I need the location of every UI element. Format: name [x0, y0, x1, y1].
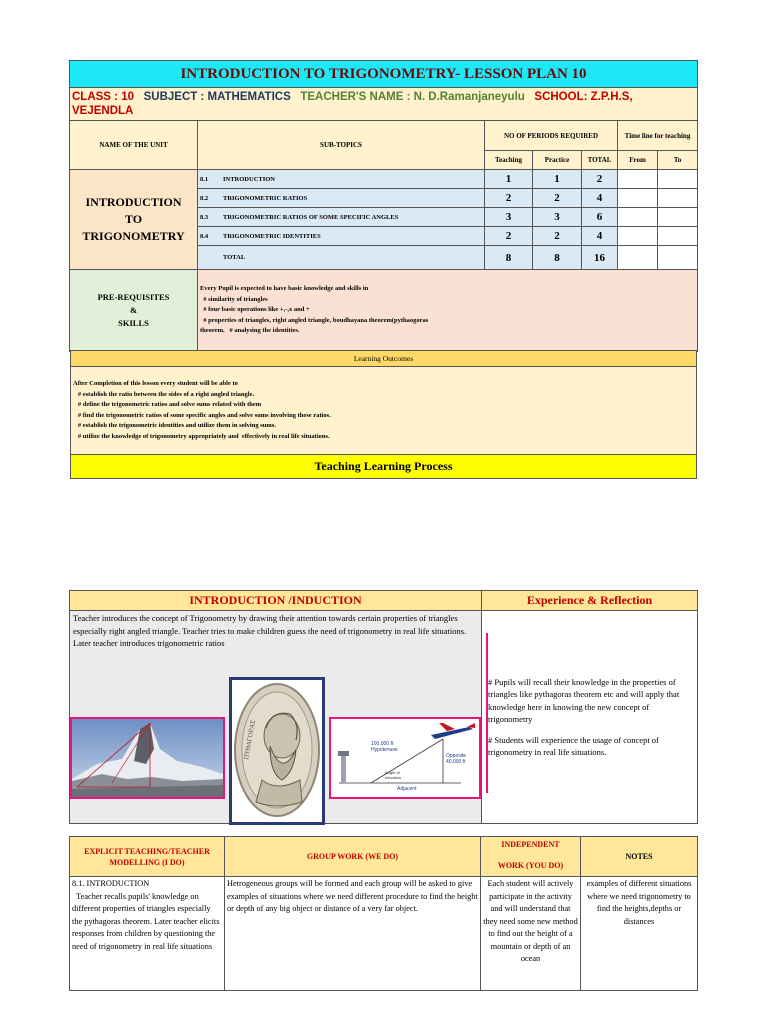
- angle-label: Angle of elevation: [385, 770, 402, 780]
- grand-total: 16: [582, 246, 618, 270]
- to-cell: [658, 246, 698, 270]
- subtopic-row: 8.4 TRIGONOMETRIC IDENTITIES: [198, 227, 485, 246]
- group-work-text: Hetrogeneous groups will be formed and each group will be asked to give examples of situations where we need different procedure to find the height or depth of any big object or distance of a very far object.: [225, 877, 481, 991]
- from-cell: [618, 189, 658, 208]
- introduction-text: Teacher introduces the concept of Trigonometry by drawing their attention towards certain properties of triangles especially right angled triangle. Teacher tries to make children guess the need of trigonometry in real life situations. Later teacher introduces trigonometric ratios: [73, 613, 467, 648]
- introduction-heading: INTRODUCTION /INDUCTION: [70, 591, 482, 611]
- explicit-teaching-header: EXPLICIT TEACHING/TEACHER MODELLING (I DO): [70, 837, 225, 877]
- teaching-value: 1: [485, 170, 533, 189]
- group-work-header: GROUP WORK (WE DO): [225, 837, 481, 877]
- introduction-table: [69, 590, 698, 824]
- total-value: 2: [582, 170, 618, 189]
- total-value: 4: [582, 227, 618, 246]
- prerequisites-label: PRE-REQUISITES & SKILLS: [70, 270, 198, 352]
- to-cell: [658, 170, 698, 189]
- periods-header: NO OF PERIODS REQUIRED: [485, 121, 618, 151]
- teaching-learning-process-heading: Teaching Learning Process: [71, 455, 697, 479]
- learning-outcomes-body: After Completion of this lesson every student will be able to # establish the ratio between the sides of a right angled triangle. # define the trigonometric ratios and solve sums related with them # find the trigonometric ratios of some specific angles and solve sums involving these ratios. # establish the trigonometric identities and utilize them in solving sums. # utilize the knowledge of trigonometry appropriately and effectively in real life situations.: [71, 367, 697, 455]
- from-header: From: [618, 151, 658, 170]
- subtopic-title: 8.1. INTRODUCTION: [72, 879, 150, 888]
- independent-work-text: Each student will actively participate in the activity and will understand that they need some new method to find out the height of a mountain or depth of an ocean: [481, 877, 581, 991]
- hypotenuse-label: Hypotenuse: [371, 747, 398, 753]
- reflection-text-2: # Students will experience the usage of concept of trigonometry in real life situations.: [488, 734, 659, 757]
- from-cell: [618, 170, 658, 189]
- practice-value: 3: [533, 208, 582, 227]
- practice-header: Practice: [533, 151, 582, 170]
- mountain-image: [70, 717, 225, 799]
- divider-line: [486, 633, 488, 793]
- from-cell: [618, 227, 658, 246]
- practice-value: 1: [533, 170, 582, 189]
- total-header: TOTAL: [582, 151, 618, 170]
- explicit-teaching-text: Teacher recalls pupils' knowledge on different properties of triangles especially the pythagoras theorem. Later teacher elicits responses from children by questioning the need of trigonometry in real life situations: [72, 891, 222, 951]
- prerequisites-text: Every Pupil is expected to have basic knowledge and skills in # similarity of triangles # four basic operations like +,-,x and ÷ # properties of triangles, right angled triangle, boudhayana theorem(pythaogoras theorem. # analysing the identities.: [198, 270, 698, 352]
- learning-outcomes-table: [70, 350, 697, 479]
- philosopher-bust-image: [229, 677, 325, 825]
- teaching-header: Teaching: [485, 151, 533, 170]
- adjacent-label: Adjacent: [397, 786, 417, 792]
- svg-text:ΠΥΘΑΓΟΡΑΣ: ΠΥΘΑΓΟΡΑΣ: [243, 719, 257, 761]
- from-cell: [618, 208, 658, 227]
- explicit-teaching-cell: [70, 877, 225, 991]
- school-label: SCHOOL: Z.P.H.S,: [534, 91, 633, 103]
- notes-header: NOTES: [581, 837, 698, 877]
- teaching-value: 2: [485, 227, 533, 246]
- total-row-label: TOTAL: [198, 246, 485, 270]
- total-value: 6: [582, 208, 618, 227]
- practice-total: 8: [533, 246, 582, 270]
- to-cell: [658, 189, 698, 208]
- total-value: 4: [582, 189, 618, 208]
- opposite-label: Opposite: [446, 753, 467, 759]
- subtopic-row: 8.1 INTRODUCTION: [198, 170, 485, 189]
- lesson-title: INTRODUCTION TO TRIGONOMETRY- LESSON PLAN 10: [70, 61, 698, 88]
- hypotenuse-value: 100,000 ft: [371, 741, 394, 747]
- teaching-value: 2: [485, 189, 533, 208]
- practice-value: 2: [533, 227, 582, 246]
- notes-text: examples of different situations where we need trigonometry to find the heights,depths or distances: [581, 877, 698, 991]
- opposite-value: 40,000 ft: [446, 759, 466, 765]
- to-cell: [658, 208, 698, 227]
- learning-outcomes-heading: Learning Outcomes: [71, 351, 697, 367]
- teaching-total: 8: [485, 246, 533, 270]
- teaching-value: 3: [485, 208, 533, 227]
- airplane-diagram: [329, 717, 481, 799]
- subtopic-row: 8.2 TRIGONOMETRIC RATIOS: [198, 189, 485, 208]
- unit-header: NAME OF THE UNIT: [70, 121, 198, 170]
- class-label: CLASS : 10: [72, 91, 134, 103]
- to-cell: [658, 227, 698, 246]
- to-header: To: [658, 151, 698, 170]
- from-cell: [618, 246, 658, 270]
- subtopics-header: SUB-TOPICS: [198, 121, 485, 170]
- introduction-body: [70, 611, 482, 824]
- reflection-body: [482, 611, 698, 824]
- subtopic-row: 8.3 TRIGONOMETRIC RATIOS OF SOME SPECIFIC ANGLES: [198, 208, 485, 227]
- lesson-plan-table: [69, 60, 698, 352]
- unit-name: [70, 170, 198, 270]
- reflection-heading: Experience & Reflection: [482, 591, 698, 611]
- reflection-text-1: # Pupils will recall their knowledge in the properties of triangles like pythagoras theorem etc and will apply that knowledge here in knowing the new concept of trigonometry: [488, 676, 680, 724]
- timeline-header: Time line for teaching: [618, 121, 698, 151]
- practice-value: 2: [533, 189, 582, 208]
- unit-name-text: INTRODUCTION TO TRIGONOMETRY: [82, 195, 185, 243]
- school-line2: VEJENDLA: [72, 105, 134, 117]
- subject-label: SUBJECT : MATHEMATICS: [143, 91, 291, 103]
- independent-work-header: INDEPENDENT WORK (YOU DO): [481, 837, 581, 877]
- lesson-info: [70, 88, 698, 121]
- teaching-plan-table: [69, 836, 698, 991]
- teacher-label: TEACHER'S NAME : N. D.Ramanjaneyulu: [300, 91, 525, 103]
